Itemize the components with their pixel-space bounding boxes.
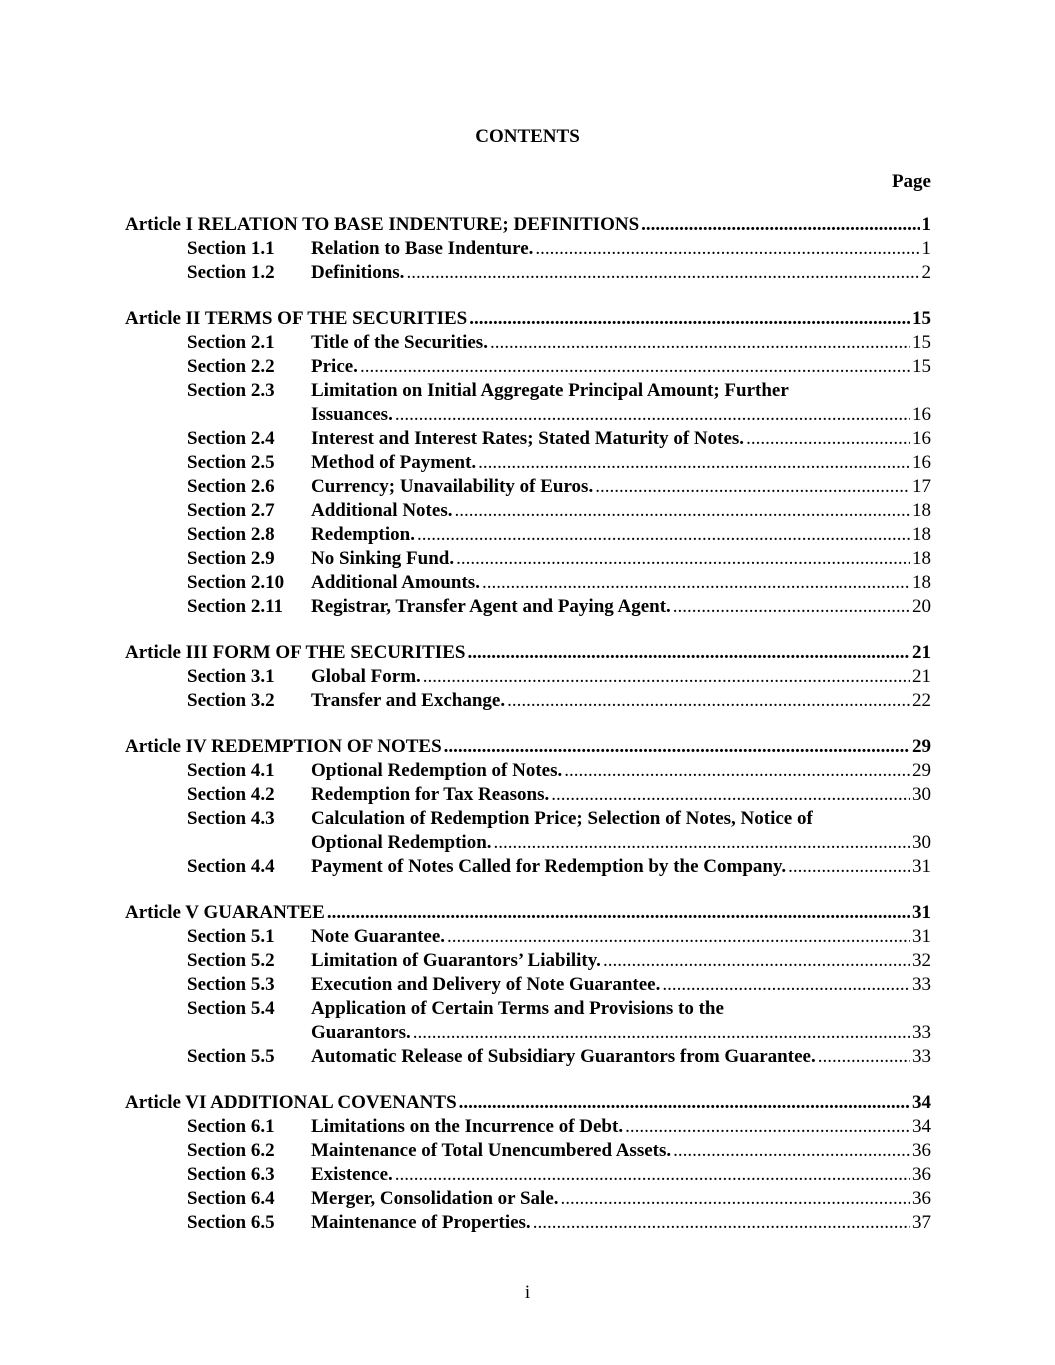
toc-section-page: 22 xyxy=(912,690,931,711)
toc-section-body xyxy=(311,759,931,783)
toc-section-page: 33 xyxy=(912,974,931,995)
toc-section-page: 16 xyxy=(912,452,931,473)
toc-section-body xyxy=(311,237,931,261)
toc-article-page: 34 xyxy=(912,1092,931,1113)
toc-section-body xyxy=(311,475,931,499)
toc-section-page: 31 xyxy=(912,856,931,877)
toc-section-line xyxy=(311,331,931,355)
toc-section-title: Calculation of Redemption Price; Selection of Notes, Notice of xyxy=(311,808,813,829)
toc-section-line xyxy=(311,1211,931,1235)
toc-section[interactable] xyxy=(125,925,931,949)
toc-section-title: Additional Amounts. xyxy=(311,572,480,593)
toc-section-page: 1 xyxy=(921,238,931,259)
toc-section[interactable] xyxy=(125,783,931,807)
toc-article-page: 29 xyxy=(912,736,931,757)
toc-section-body xyxy=(311,1211,931,1235)
toc-section-title: Method of Payment. xyxy=(311,452,477,473)
toc-section[interactable] xyxy=(125,451,931,475)
toc-section-body xyxy=(311,1045,931,1069)
dot-leader xyxy=(788,855,910,879)
toc-section-body xyxy=(311,783,931,807)
toc-article[interactable] xyxy=(125,901,931,925)
toc-section-line xyxy=(311,973,931,997)
toc-section[interactable] xyxy=(125,1139,931,1163)
toc-article-page: 15 xyxy=(912,308,931,329)
dot-leader xyxy=(641,213,919,237)
toc-section-line xyxy=(311,523,931,547)
dot-leader xyxy=(360,355,910,379)
toc-section-title: Redemption. xyxy=(311,524,415,545)
toc-section-number: Section 1.1 xyxy=(187,238,275,259)
toc-section-line xyxy=(311,1021,931,1045)
dot-leader xyxy=(551,783,910,807)
toc-section-title: Interest and Interest Rates; Stated Maturity of Notes. xyxy=(311,428,745,449)
toc-section-page: 34 xyxy=(912,1116,931,1137)
toc-article-title: Article I RELATION TO BASE INDENTURE; DEFINITIONS xyxy=(125,214,640,235)
toc-section-line xyxy=(311,665,931,689)
toc-section-page: 36 xyxy=(912,1164,931,1185)
toc-section-title: No Sinking Fund. xyxy=(311,548,455,569)
page-title: CONTENTS xyxy=(475,126,580,147)
toc-article-title: Article VI ADDITIONAL COVENANTS xyxy=(125,1092,457,1113)
toc-section-title: Automatic Release of Subsidiary Guarantors from Guarantee. xyxy=(311,1046,816,1067)
toc-section-number: Section 2.11 xyxy=(187,596,284,617)
toc-article-page: 21 xyxy=(912,642,931,663)
toc-section-line xyxy=(311,595,931,619)
dot-leader xyxy=(467,641,910,665)
toc-article-page: 1 xyxy=(921,214,931,235)
toc-section[interactable] xyxy=(125,571,931,595)
toc-article[interactable] xyxy=(125,213,931,237)
toc-section-title: Note Guarantee. xyxy=(311,926,446,947)
toc-section-body xyxy=(311,499,931,523)
toc-section-line xyxy=(311,475,931,499)
toc-section-title: Payment of Notes Called for Redemption by the Company. xyxy=(311,856,787,877)
toc-section-page: 18 xyxy=(912,500,931,521)
toc-section-title: Transfer and Exchange. xyxy=(311,690,506,711)
toc-section-number: Section 2.2 xyxy=(187,356,275,377)
toc-section-number: Section 2.8 xyxy=(187,524,275,545)
toc-section-number: Section 4.2 xyxy=(187,784,275,805)
dot-leader xyxy=(595,475,910,499)
toc-section-page: 33 xyxy=(912,1022,931,1043)
toc-section[interactable] xyxy=(125,1045,931,1069)
dot-leader xyxy=(507,689,910,713)
toc-section-body xyxy=(311,1115,931,1139)
toc-section[interactable] xyxy=(125,523,931,547)
toc-section-page: 20 xyxy=(912,596,931,617)
dot-leader xyxy=(673,1139,910,1163)
toc-section[interactable] xyxy=(125,547,931,571)
toc-article-title: Article III FORM OF THE SECURITIES xyxy=(125,642,466,663)
toc-section-body xyxy=(311,331,931,355)
toc-article[interactable] xyxy=(125,735,931,759)
toc-section-title: Issuances. xyxy=(311,404,393,425)
toc-section-line xyxy=(311,689,931,713)
toc-section-body xyxy=(311,427,931,451)
toc-section-body xyxy=(311,523,931,547)
toc-section[interactable] xyxy=(125,665,931,689)
toc-section-body xyxy=(311,379,931,427)
toc-section-line xyxy=(311,855,931,879)
dot-leader xyxy=(818,1045,910,1069)
toc-section[interactable] xyxy=(125,475,931,499)
toc-section-number: Section 2.7 xyxy=(187,500,275,521)
toc-section[interactable] xyxy=(125,331,931,355)
toc-section[interactable] xyxy=(125,355,931,379)
toc-section-line xyxy=(311,427,931,451)
toc-section-body xyxy=(311,451,931,475)
toc-section-page: 15 xyxy=(912,332,931,353)
toc-section-page: 33 xyxy=(912,1046,931,1067)
toc-section-number: Section 6.5 xyxy=(187,1212,275,1233)
toc-section-title: Application of Certain Terms and Provisions to the xyxy=(311,998,724,1019)
toc-section-line xyxy=(311,499,931,523)
toc-article[interactable] xyxy=(125,307,931,331)
toc-article-title: Article IV REDEMPTION OF NOTES xyxy=(125,736,442,757)
toc-section-number: Section 6.2 xyxy=(187,1140,275,1161)
toc-section-number: Section 5.4 xyxy=(187,998,275,1019)
toc-section[interactable] xyxy=(125,379,931,427)
dot-leader xyxy=(395,1163,910,1187)
toc-section-body xyxy=(311,665,931,689)
toc-section[interactable] xyxy=(125,949,931,973)
toc-section-body xyxy=(311,689,931,713)
toc-section-number: Section 2.1 xyxy=(187,332,275,353)
toc-section-page: 37 xyxy=(912,1212,931,1233)
toc-section-page: 18 xyxy=(912,524,931,545)
toc-section-body xyxy=(311,997,931,1045)
toc-section-line xyxy=(311,237,931,261)
dot-leader xyxy=(406,261,919,285)
toc-section-title: Currency; Unavailability of Euros. xyxy=(311,476,594,497)
toc-section-title: Limitation of Guarantors’ Liability. xyxy=(311,950,601,971)
toc-section[interactable] xyxy=(125,261,931,285)
dot-leader xyxy=(454,499,910,523)
dot-leader xyxy=(533,1211,910,1235)
toc-section-number: Section 5.2 xyxy=(187,950,275,971)
toc-section-number: Section 3.1 xyxy=(187,666,275,687)
toc-section-body xyxy=(311,547,931,571)
toc-section[interactable] xyxy=(125,1115,931,1139)
toc-section-body xyxy=(311,855,931,879)
toc-section-line xyxy=(311,571,931,595)
dot-leader xyxy=(625,1115,910,1139)
toc-section-page: 36 xyxy=(912,1188,931,1209)
toc-section[interactable] xyxy=(125,759,931,783)
toc-section-body xyxy=(311,1139,931,1163)
toc-section-page: 32 xyxy=(912,950,931,971)
toc-section-page: 21 xyxy=(912,666,931,687)
toc-section-number: Section 6.1 xyxy=(187,1116,275,1137)
toc-section[interactable] xyxy=(125,499,931,523)
toc-section-title: Additional Notes. xyxy=(311,500,453,521)
toc-section-page: 16 xyxy=(912,404,931,425)
toc-section-number: Section 3.2 xyxy=(187,690,275,711)
toc-section[interactable] xyxy=(125,1187,931,1211)
toc-section-line xyxy=(311,783,931,807)
toc-section-number: Section 4.1 xyxy=(187,760,275,781)
toc-section-line xyxy=(311,261,931,285)
toc-section-line xyxy=(311,807,931,831)
toc-section-page: 18 xyxy=(912,548,931,569)
table-of-contents xyxy=(125,213,931,1235)
dot-leader xyxy=(478,451,910,475)
dot-leader xyxy=(417,523,910,547)
toc-section-title: Global Form. xyxy=(311,666,421,687)
toc-section-page: 15 xyxy=(912,356,931,377)
toc-section-number: Section 6.3 xyxy=(187,1164,275,1185)
toc-section-title: Limitation on Initial Aggregate Principal Amount; Further xyxy=(311,380,789,401)
toc-section-body xyxy=(311,807,931,855)
dot-leader xyxy=(423,665,910,689)
dot-leader xyxy=(535,237,919,261)
toc-section-number: Section 2.4 xyxy=(187,428,275,449)
toc-section-line xyxy=(311,997,931,1021)
toc-section-number: Section 2.6 xyxy=(187,476,275,497)
page-column-heading: Page xyxy=(891,171,931,192)
toc-section-line xyxy=(311,759,931,783)
toc-section-title: Guarantors. xyxy=(311,1022,411,1043)
dot-leader xyxy=(456,547,910,571)
toc-section-title: Registrar, Transfer Agent and Paying Agent. xyxy=(311,596,671,617)
toc-section-page: 16 xyxy=(912,428,931,449)
dot-leader xyxy=(413,1021,910,1045)
footer-page-number: i xyxy=(524,1282,531,1303)
toc-section-body xyxy=(311,571,931,595)
toc-section[interactable] xyxy=(125,427,931,451)
toc-section-line xyxy=(311,1045,931,1069)
toc-article-page: 31 xyxy=(912,902,931,923)
toc-section-title: Optional Redemption of Notes. xyxy=(311,760,563,781)
dot-leader xyxy=(746,427,910,451)
dot-leader xyxy=(561,1187,910,1211)
toc-section[interactable] xyxy=(125,973,931,997)
toc-section-body xyxy=(311,1187,931,1211)
toc-section-title: Optional Redemption. xyxy=(311,832,492,853)
toc-section-body xyxy=(311,355,931,379)
toc-section-title: Maintenance of Properties. xyxy=(311,1212,531,1233)
toc-section[interactable] xyxy=(125,997,931,1045)
toc-section-line xyxy=(311,949,931,973)
toc-section-number: Section 5.3 xyxy=(187,974,275,995)
toc-section-title: Limitations on the Incurrence of Debt. xyxy=(311,1116,624,1137)
toc-section-title: Relation to Base Indenture. xyxy=(311,238,534,259)
dot-leader xyxy=(444,735,910,759)
toc-section-line xyxy=(311,547,931,571)
toc-section-number: Section 4.3 xyxy=(187,808,275,829)
toc-section[interactable] xyxy=(125,237,931,261)
dot-leader xyxy=(447,925,910,949)
toc-section-body xyxy=(311,973,931,997)
toc-section-number: Section 6.4 xyxy=(187,1188,275,1209)
dot-leader xyxy=(327,901,910,925)
toc-section[interactable] xyxy=(125,1163,931,1187)
toc-section-body xyxy=(311,949,931,973)
toc-article-title: Article II TERMS OF THE SECURITIES xyxy=(125,308,468,329)
toc-section-page: 2 xyxy=(921,262,931,283)
toc-article[interactable] xyxy=(125,1091,931,1115)
toc-section-page: 36 xyxy=(912,1140,931,1161)
toc-section-title: Maintenance of Total Unencumbered Assets. xyxy=(311,1140,672,1161)
toc-section-page: 29 xyxy=(912,760,931,781)
toc-section-line xyxy=(311,1115,931,1139)
toc-section-number: Section 2.5 xyxy=(187,452,275,473)
toc-section-number: Section 2.9 xyxy=(187,548,275,569)
toc-article[interactable] xyxy=(125,641,931,665)
toc-section[interactable] xyxy=(125,855,931,879)
toc-section-number: Section 5.1 xyxy=(187,926,275,947)
toc-section-page: 17 xyxy=(912,476,931,497)
toc-section-body xyxy=(311,1163,931,1187)
toc-section-page: 31 xyxy=(912,926,931,947)
toc-section[interactable] xyxy=(125,1211,931,1235)
toc-section-page: 18 xyxy=(912,572,931,593)
toc-section-line xyxy=(311,403,931,427)
dot-leader xyxy=(395,403,910,427)
dot-leader xyxy=(469,307,910,331)
toc-section-number: Section 2.3 xyxy=(187,380,275,401)
toc-section-body xyxy=(311,595,931,619)
toc-section-title: Price. xyxy=(311,356,358,377)
toc-section[interactable] xyxy=(125,689,931,713)
toc-section-page: 30 xyxy=(912,784,931,805)
dot-leader xyxy=(564,759,910,783)
toc-section-number: Section 2.10 xyxy=(187,572,285,593)
toc-section-title: Existence. xyxy=(311,1164,393,1185)
toc-section-line xyxy=(311,1139,931,1163)
toc-section[interactable] xyxy=(125,595,931,619)
dot-leader xyxy=(490,331,910,355)
toc-section-line xyxy=(311,925,931,949)
toc-section-line xyxy=(311,831,931,855)
dot-leader xyxy=(673,595,910,619)
toc-section-line xyxy=(311,451,931,475)
toc-section-number: Section 1.2 xyxy=(187,262,275,283)
toc-section-page: 30 xyxy=(912,832,931,853)
dot-leader xyxy=(603,949,910,973)
toc-article-title: Article V GUARANTEE xyxy=(125,902,325,923)
toc-section-title: Execution and Delivery of Note Guarantee. xyxy=(311,974,661,995)
toc-section-title: Title of the Securities. xyxy=(311,332,488,353)
toc-section-line xyxy=(311,379,931,403)
dot-leader xyxy=(482,571,910,595)
toc-section-number: Section 4.4 xyxy=(187,856,275,877)
toc-section-body xyxy=(311,925,931,949)
toc-section-body xyxy=(311,261,931,285)
dot-leader xyxy=(494,831,910,855)
toc-section[interactable] xyxy=(125,807,931,855)
toc-section-title: Definitions. xyxy=(311,262,405,283)
toc-section-line xyxy=(311,1187,931,1211)
toc-section-title: Redemption for Tax Reasons. xyxy=(311,784,550,805)
toc-section-title: Merger, Consolidation or Sale. xyxy=(311,1188,559,1209)
toc-section-line xyxy=(311,1163,931,1187)
toc-section-line xyxy=(311,355,931,379)
dot-leader xyxy=(459,1091,910,1115)
dot-leader xyxy=(662,973,910,997)
toc-section-number: Section 5.5 xyxy=(187,1046,275,1067)
